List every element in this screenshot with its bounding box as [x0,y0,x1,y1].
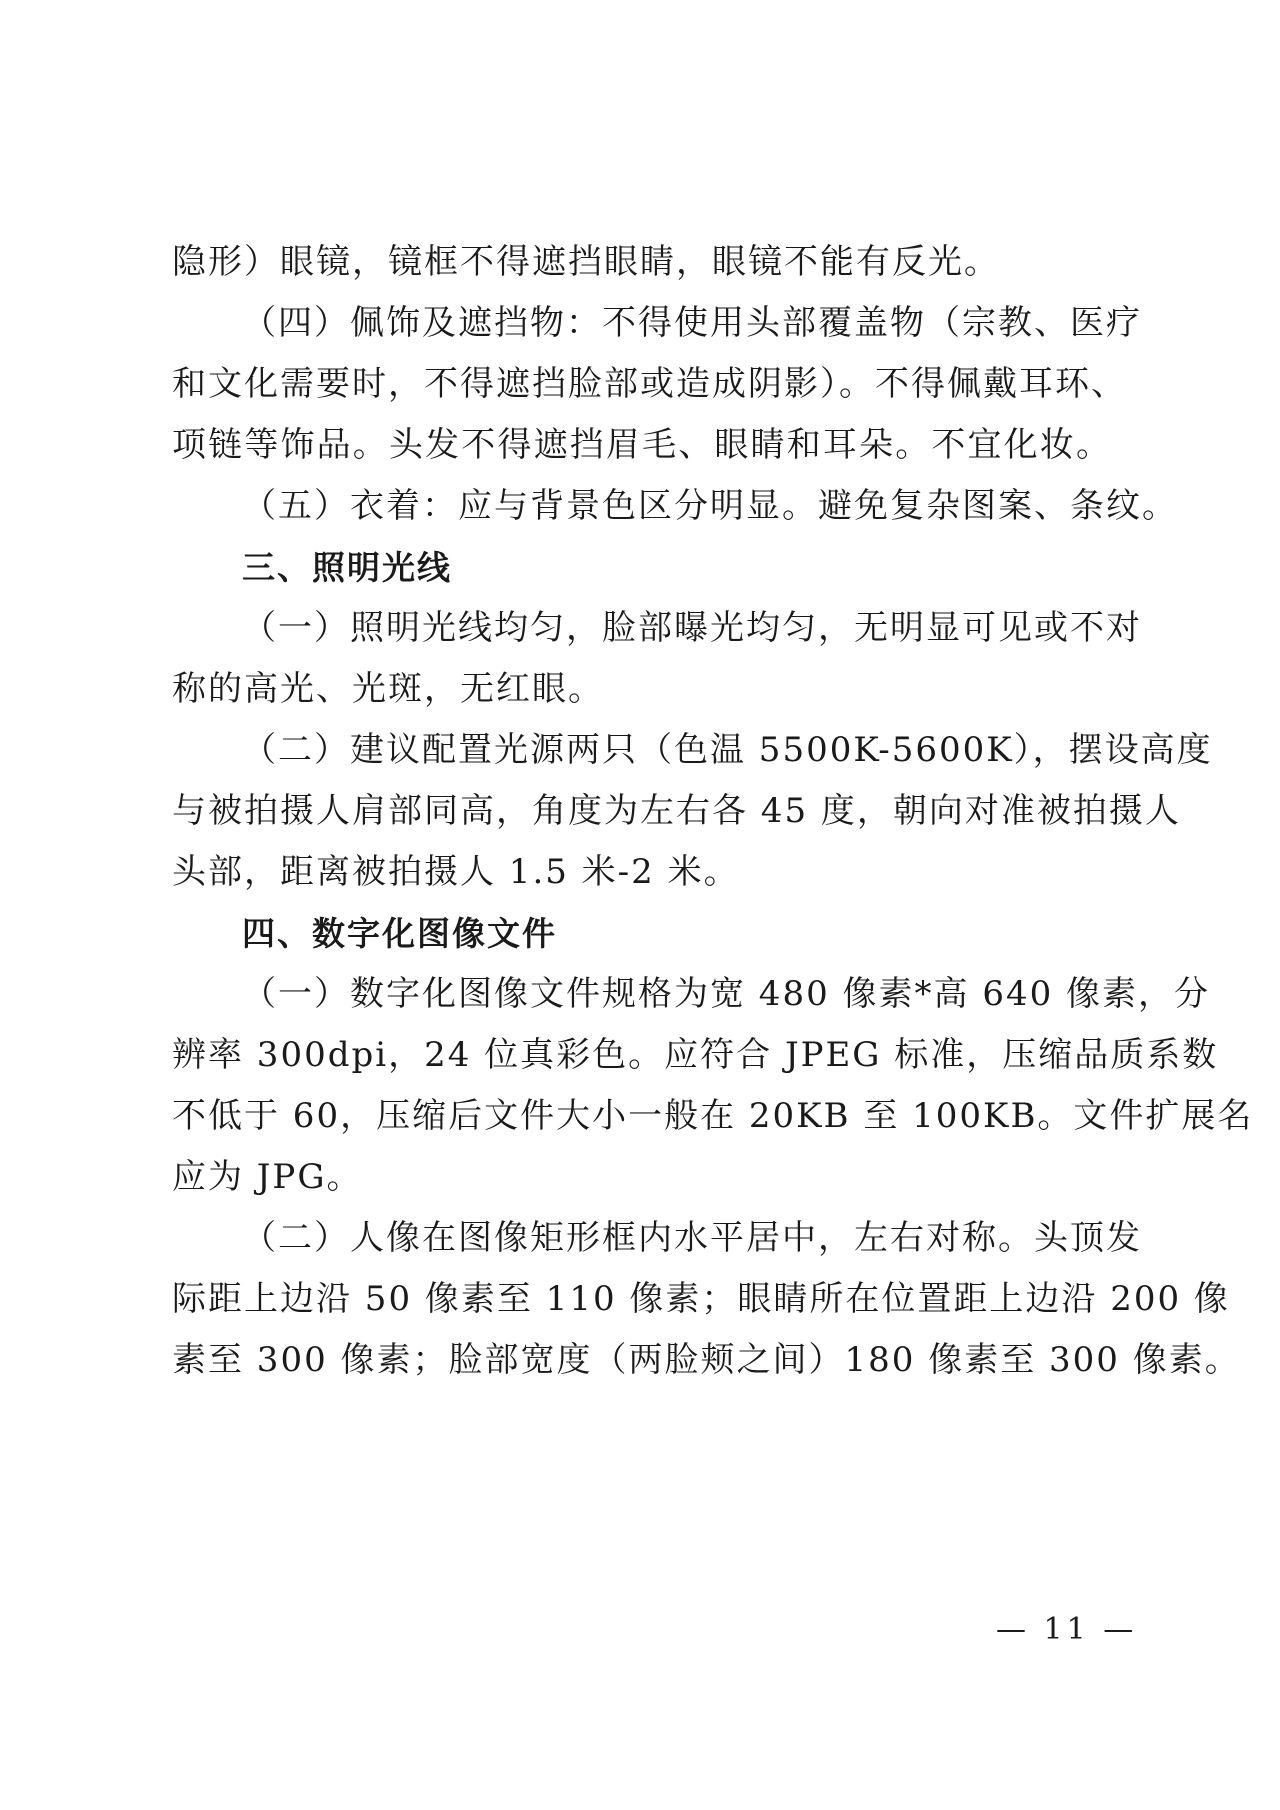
paragraph-line: 和文化需要时，不得遮挡脸部或造成阴影）。不得佩戴耳环、 [172,364,1127,404]
page-number: — 11 — [996,1612,1138,1647]
paragraph-line: 项链等饰品。头发不得遮挡眉毛、眼睛和耳朵。不宜化妆。 [172,425,1112,465]
paragraph-line: 不低于 60，压缩后文件大小一般在 20KB 至 100KB。文件扩展名 [172,1096,1254,1136]
paragraph-line: （四）佩饰及遮挡物：不得使用头部覆盖物（宗教、医疗 [242,303,1142,343]
paragraph-line: 隐形）眼镜，镜框不得遮挡眼睛，眼镜不能有反光。 [172,242,1000,282]
document-page [172,232,1254,1391]
paragraph-line: （一）照明光线均匀，脸部曝光均匀，无明显可见或不对 [242,608,1142,648]
paragraph-line: （二）人像在图像矩形框内水平居中，左右对称。头顶发 [242,1218,1142,1258]
paragraph-line: 与被拍摄人肩部同高，角度为左右各 45 度，朝向对准被拍摄人 [172,791,1181,831]
section-heading: 四、数字化图像文件 [242,914,557,953]
paragraph-line: 称的高光、光斑，无红眼。 [172,669,604,709]
paragraph-line: 辨率 300dpi，24 位真彩色。应符合 JPEG 标准，压缩品质系数 [172,1035,1219,1075]
paragraph-line: 际距上边沿 50 像素至 110 像素；眼睛所在位置距上边沿 200 像 [172,1279,1230,1319]
section-heading: 三、照明光线 [242,548,452,587]
paragraph-line: （五）衣着：应与背景色区分明显。避免复杂图案、条纹。 [242,486,1178,526]
paragraph-line: 头部，距离被拍摄人 1.5 米-2 米。 [172,852,740,892]
paragraph-line: 素至 300 像素；脸部宽度（两脸颊之间）180 像素至 300 像素。 [172,1340,1241,1380]
paragraph-line: 应为 JPG。 [172,1157,363,1197]
paragraph-line: （二）建议配置光源两只（色温 5500K-5600K），摆设高度 [242,730,1213,770]
paragraph-line: （一）数字化图像文件规格为宽 480 像素*高 640 像素，分 [242,974,1211,1014]
